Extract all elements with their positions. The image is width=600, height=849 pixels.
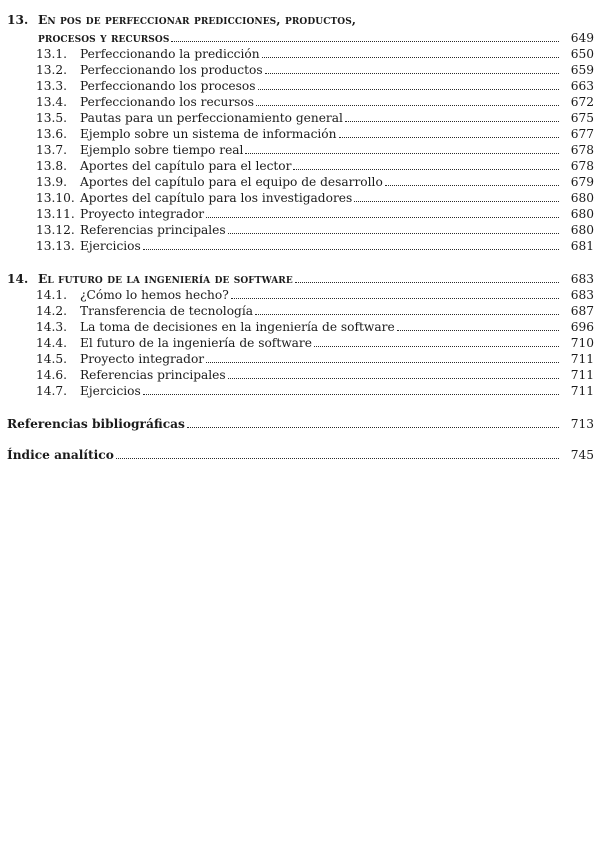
toc-entry[interactable] bbox=[36, 382, 594, 398]
dot-leader bbox=[255, 313, 559, 315]
section-number: 13.1. bbox=[36, 47, 68, 61]
page-number: 678 bbox=[570, 143, 594, 157]
dot-leader bbox=[262, 56, 559, 58]
toc-entry[interactable] bbox=[36, 125, 594, 141]
section-number: 14.1. bbox=[36, 288, 68, 302]
page-number: 675 bbox=[570, 111, 594, 125]
section-title: El futuro de la ingeniería de software bbox=[80, 336, 312, 350]
toc-entry[interactable] bbox=[36, 93, 594, 109]
back-matter-references[interactable] bbox=[7, 415, 594, 431]
toc-entry[interactable] bbox=[36, 109, 594, 125]
toc-entry[interactable] bbox=[36, 286, 594, 302]
dot-leader bbox=[314, 345, 559, 347]
section-number: 13.3. bbox=[36, 79, 68, 93]
toc-entry[interactable] bbox=[36, 173, 594, 189]
section-title: Proyecto integrador bbox=[80, 352, 205, 366]
dot-leader bbox=[295, 281, 559, 283]
dot-leader bbox=[354, 200, 559, 202]
dot-leader bbox=[339, 136, 560, 138]
section-number: 14.7. bbox=[36, 384, 68, 398]
section-title: Perfeccionando los productos bbox=[80, 63, 263, 77]
section-number: 13.6. bbox=[36, 127, 68, 141]
page-number: 680 bbox=[570, 191, 594, 205]
page-number: 672 bbox=[570, 95, 594, 109]
toc-entry[interactable] bbox=[36, 141, 594, 157]
page-number: 711 bbox=[570, 384, 594, 398]
section-title: Ejemplo sobre un sistema de información bbox=[80, 127, 337, 141]
section-title: ¿Cómo lo hemos hecho? bbox=[80, 288, 229, 302]
page-number: 680 bbox=[570, 207, 594, 221]
dot-leader bbox=[256, 104, 559, 106]
toc-entry[interactable] bbox=[36, 157, 594, 173]
dot-leader bbox=[397, 329, 559, 331]
chapter-title-line1: En pos de perfeccionar predicciones, productos, bbox=[38, 13, 357, 27]
toc-entry[interactable] bbox=[36, 61, 594, 77]
back-matter-index[interactable] bbox=[7, 446, 594, 462]
toc-entry[interactable] bbox=[36, 45, 594, 61]
toc-entry[interactable] bbox=[36, 77, 594, 93]
page-number: 679 bbox=[570, 175, 594, 189]
section-title: Perfeccionando los recursos bbox=[80, 95, 255, 109]
section-number: 13.5. bbox=[36, 111, 68, 125]
page-number: 659 bbox=[570, 63, 594, 77]
section-title: Referencias principales bbox=[80, 223, 226, 237]
toc-entry[interactable] bbox=[36, 237, 594, 253]
page-number: 650 bbox=[570, 47, 594, 61]
section-title: Perfeccionando la predicción bbox=[80, 47, 260, 61]
page-number: 681 bbox=[570, 239, 594, 253]
chapter-title: El futuro de la ingeniería de software bbox=[38, 272, 293, 286]
section-title: Ejercicios bbox=[80, 384, 141, 398]
chapter-13-heading[interactable] bbox=[38, 29, 594, 45]
dot-leader bbox=[245, 152, 559, 154]
toc-entry[interactable] bbox=[36, 334, 594, 350]
page-number: 711 bbox=[570, 368, 594, 382]
toc-entry[interactable] bbox=[36, 302, 594, 318]
section-title: Aportes del capítulo para los investigadores bbox=[80, 191, 353, 205]
toc-entry[interactable] bbox=[36, 221, 594, 237]
toc-entry[interactable] bbox=[36, 350, 594, 366]
back-matter-title: Referencias bibliográficas bbox=[7, 417, 185, 431]
page-number: 678 bbox=[570, 159, 594, 173]
dot-leader bbox=[385, 184, 559, 186]
section-title: Proyecto integrador bbox=[80, 207, 205, 221]
section-title: Referencias principales bbox=[80, 368, 226, 382]
section-number: 13.2. bbox=[36, 63, 68, 77]
section-number: 14.5. bbox=[36, 352, 68, 366]
dot-leader bbox=[258, 88, 560, 90]
section-number: 13.11. bbox=[36, 207, 75, 221]
toc-entry[interactable] bbox=[36, 189, 594, 205]
section-title: Aportes del capítulo para el lector bbox=[80, 159, 292, 173]
section-title: Aportes del capítulo para el equipo de desarrollo bbox=[80, 175, 383, 189]
section-number: 13.13. bbox=[36, 239, 75, 253]
section-number: 14.2. bbox=[36, 304, 68, 318]
section-title: Ejemplo sobre tiempo real bbox=[80, 143, 244, 157]
section-number: 14.4. bbox=[36, 336, 68, 350]
page-number: 649 bbox=[570, 31, 594, 45]
dot-leader bbox=[228, 232, 559, 234]
section-number: 13.10. bbox=[36, 191, 75, 205]
dot-leader bbox=[228, 377, 559, 379]
section-number: 13.7. bbox=[36, 143, 68, 157]
section-number: 13.9. bbox=[36, 175, 68, 189]
page-number: 711 bbox=[570, 352, 594, 366]
section-number: 13.12. bbox=[36, 223, 75, 237]
section-title: Ejercicios bbox=[80, 239, 141, 253]
chapter-number: 14. bbox=[7, 272, 29, 286]
chapter-14-heading[interactable] bbox=[7, 270, 594, 286]
dot-leader bbox=[116, 457, 559, 459]
dot-leader bbox=[206, 361, 559, 363]
dot-leader bbox=[187, 426, 559, 428]
back-matter-title: Índice analítico bbox=[7, 448, 114, 462]
section-number: 14.3. bbox=[36, 320, 68, 334]
section-title: La toma de decisiones en la ingeniería de software bbox=[80, 320, 395, 334]
dot-leader bbox=[206, 216, 559, 218]
page-number: 745 bbox=[570, 448, 594, 462]
dot-leader bbox=[265, 72, 559, 74]
toc-entry[interactable] bbox=[36, 366, 594, 382]
section-title: Perfeccionando los procesos bbox=[80, 79, 256, 93]
page-number: 683 bbox=[570, 272, 594, 286]
dot-leader bbox=[293, 168, 559, 170]
page-number: 663 bbox=[570, 79, 594, 93]
page-number: 696 bbox=[570, 320, 594, 334]
page-number: 710 bbox=[570, 336, 594, 350]
toc-entry[interactable] bbox=[36, 205, 594, 221]
section-number: 13.8. bbox=[36, 159, 68, 173]
section-title: Pautas para un perfeccionamiento general bbox=[80, 111, 343, 125]
chapter-number: 13. bbox=[7, 13, 29, 27]
page-number: 677 bbox=[570, 127, 594, 141]
page-number: 680 bbox=[570, 223, 594, 237]
chapter-title-line2: procesos y recursos bbox=[38, 31, 170, 45]
toc-entry[interactable] bbox=[36, 318, 594, 334]
dot-leader bbox=[143, 393, 559, 395]
page-number: 683 bbox=[570, 288, 594, 302]
section-number: 14.6. bbox=[36, 368, 68, 382]
page-number: 687 bbox=[570, 304, 594, 318]
chapter-13-heading-line1 bbox=[7, 13, 594, 29]
page-number: 713 bbox=[570, 417, 594, 431]
dot-leader bbox=[345, 120, 559, 122]
section-title: Transferencia de tecnología bbox=[80, 304, 254, 318]
dot-leader bbox=[171, 40, 559, 42]
dot-leader bbox=[143, 248, 559, 250]
section-number: 13.4. bbox=[36, 95, 68, 109]
dot-leader bbox=[231, 297, 559, 299]
